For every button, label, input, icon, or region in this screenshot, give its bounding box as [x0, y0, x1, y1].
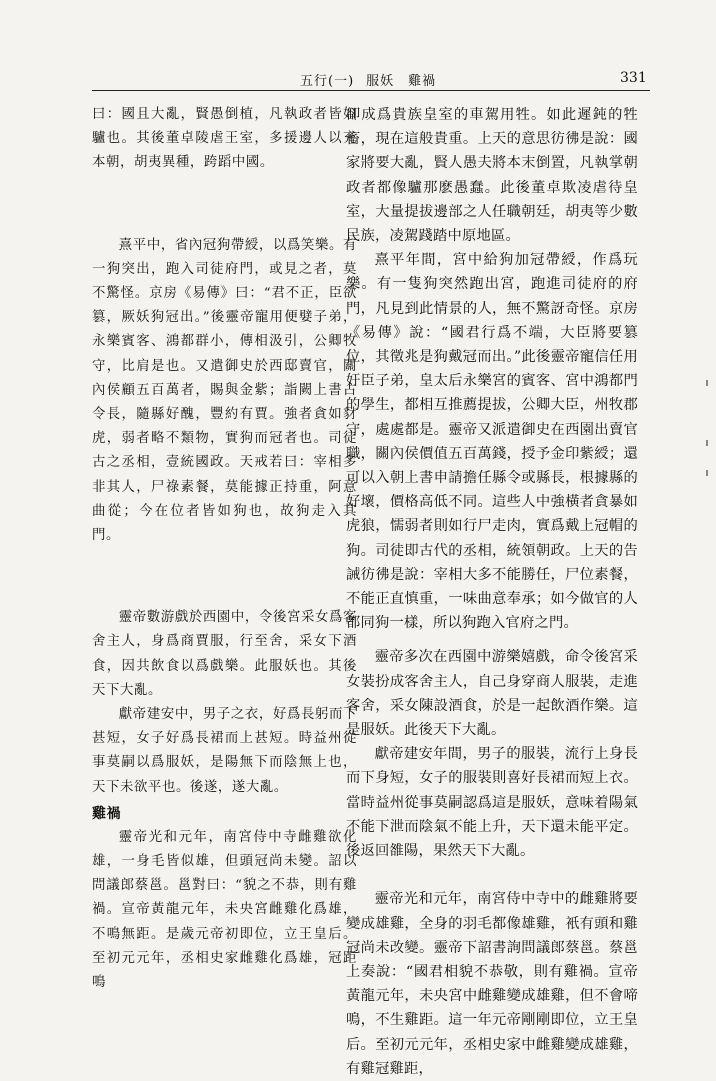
running-header [0, 62, 716, 92]
original-text-column [92, 103, 357, 995]
paragraph-gap [346, 635, 638, 645]
header-rule [92, 90, 650, 91]
page-number: 331 [620, 70, 647, 86]
original-paragraph-4: 獻帝建安中，男子之衣，好爲長躬而下甚短，女子好爲長裙而上甚短。時益州從事莫嗣以爲服妖，是陽無下而陰無上也，天下未欲平也。後遂，遂大亂。 [92, 707, 357, 795]
scan-edge-mark [706, 380, 708, 386]
original-paragraph-3: 靈帝數游戲於西園中，令後宮采女爲客舍主人，身爲商賈服，行至舍，采女下酒食，因共飲食以爲戲樂。此服妖也。其後天下大亂。 [92, 610, 357, 698]
running-title [300, 70, 436, 89]
chapter-title: 五行(一) [300, 74, 355, 89]
translation-paragraph-5: 靈帝光和元年，南宮侍中寺中的雌雞將要變成雄雞，全身的羽毛都像雄雞，衹有頭和雞冠尚未改變。靈帝下詔書詢問議郎蔡邕。蔡邕上奏說：“國君相貌不恭敬，則有雞禍。宣帝黃龍元年，未央宮中雌雞變成雄雞，但不會啼鳴，不生雞距。這一年元帝剛剛即位，立王皇后。至初元元年，丞相史家中雌雞變成雄雞，有雞冠雞距， [346, 891, 638, 1077]
scan-edge-mark [706, 440, 708, 446]
translation-column [346, 103, 638, 1081]
original-paragraph-5: 靈帝光和元年，南宮侍中寺雌雞欲化雄，一身毛皆似雄，但頭冠尚未變。詔以問議郎蔡邕。邕對曰：“貌之不恭，則有雞禍。宣帝黃龍元年，未央宮雌雞化爲雄，不鳴無距。是歲元帝初即位，立王皇后。至初元元年，丞相史家雌雞化爲雄，冠距鳴 [92, 829, 357, 991]
original-paragraph-1: 曰：國且大亂，賢愚倒植，凡執政者皆如驢也。其後董卓陵虐王室，多援邊人以充本朝，胡夷異種，跨蹈中國。 [92, 107, 357, 171]
original-paragraph-2: 熹平中，省內冠狗帶綬，以爲笑樂。有一狗突出，跑入司徒府門，或見之者，莫不驚怪。京房《易傳》曰：“君不正，臣欲篡，厥妖狗冠出。”後靈帝寵用便嬖子弟，永樂賓客、鴻都群小，傳相汲引，公卿牧守，比肩是也。又遣御史於西邸賣官，關內侯顧五百萬者，賜與金紫；詣闕上書占令長，隨縣好醜，豐約有賈。強者貪如豺虎，弱者略不類物，實狗而冠者也。司徒古之丞相，壹統國政。天戒若曰：宰相多非其人，尸祿素餐，莫能據正持重，阿意曲從；今在位者皆如狗也，故狗走入其門。 [92, 237, 357, 544]
translation-paragraph-4: 獻帝建安年間，男子的服裝，流行上身長而下身短，女子的服裝則喜好長裙而短上衣。當時益州從事莫嗣認爲這是服妖，意味着陽氣不能下泄而陰氣不能上升，天下還未能平定。後返回雒陽，果然天下大亂。 [346, 746, 638, 860]
paragraph-gap [92, 176, 357, 234]
translation-paragraph-2: 熹平年間，宮中給狗加冠帶綬，作爲玩樂。有一隻狗突然跑出宮，跑進司徒府的府門，凡見到此情景的人，無不驚訝奇怪。京房《易傳》說：“國君行爲不端，大臣將要篡位，其徵兆是狗戴冠而出。”此後靈帝寵信任用奸臣子弟，皇太后永樂宮的賓客、宮中鴻都門的學生，都相互推薦提拔，公卿大臣，州牧郡守，處處都是。靈帝又派遣御史在西園出賣官職，關內侯價值五百萬錢，授予金印紫綬；還可以入朝上書申請擔任縣令或縣長，根據縣的好壞，價格高低不同。這些人中強橫者貪暴如虎狼，懦弱者則如行尸走肉，實爲戴上冠帽的狗。司徒即古代的丞相，統領朝政。上天的告誡彷彿是說：宰相大多不能勝任，尸位素餐，不能正直慎重，一味曲意奉承；如今做官的人都同狗一樣，所以狗跑入官府之門。 [346, 252, 638, 632]
paragraph-gap [346, 863, 638, 887]
paragraph-gap [92, 548, 357, 606]
section-subtitle: 服妖 雞禍 [366, 74, 437, 89]
translation-paragraph-3: 靈帝多次在西園中游樂嬉戲，命令後宮采女裝扮成客舍主人，自己身穿商人服裝，走進客舍，采女陳設酒食，於是一起飲酒作樂。這是服妖。此後天下大亂。 [346, 649, 638, 739]
translation-paragraph-1: 卻成爲貴族皇室的車駕用牲。如此遲鈍的牲畜，現在這般貴重。上天的意思彷彿是說：國家將要大亂，賢人愚夫將本末倒置，凡執掌朝政者都像驢那麽愚蠢。此後董卓欺凌虐待皇室，大量提拔邊部之人任職朝廷，胡夷等少數民族，凌駕踐踏中原地區。 [346, 107, 638, 245]
scan-edge-mark [706, 470, 708, 476]
section-heading: 雞禍 [92, 805, 122, 822]
